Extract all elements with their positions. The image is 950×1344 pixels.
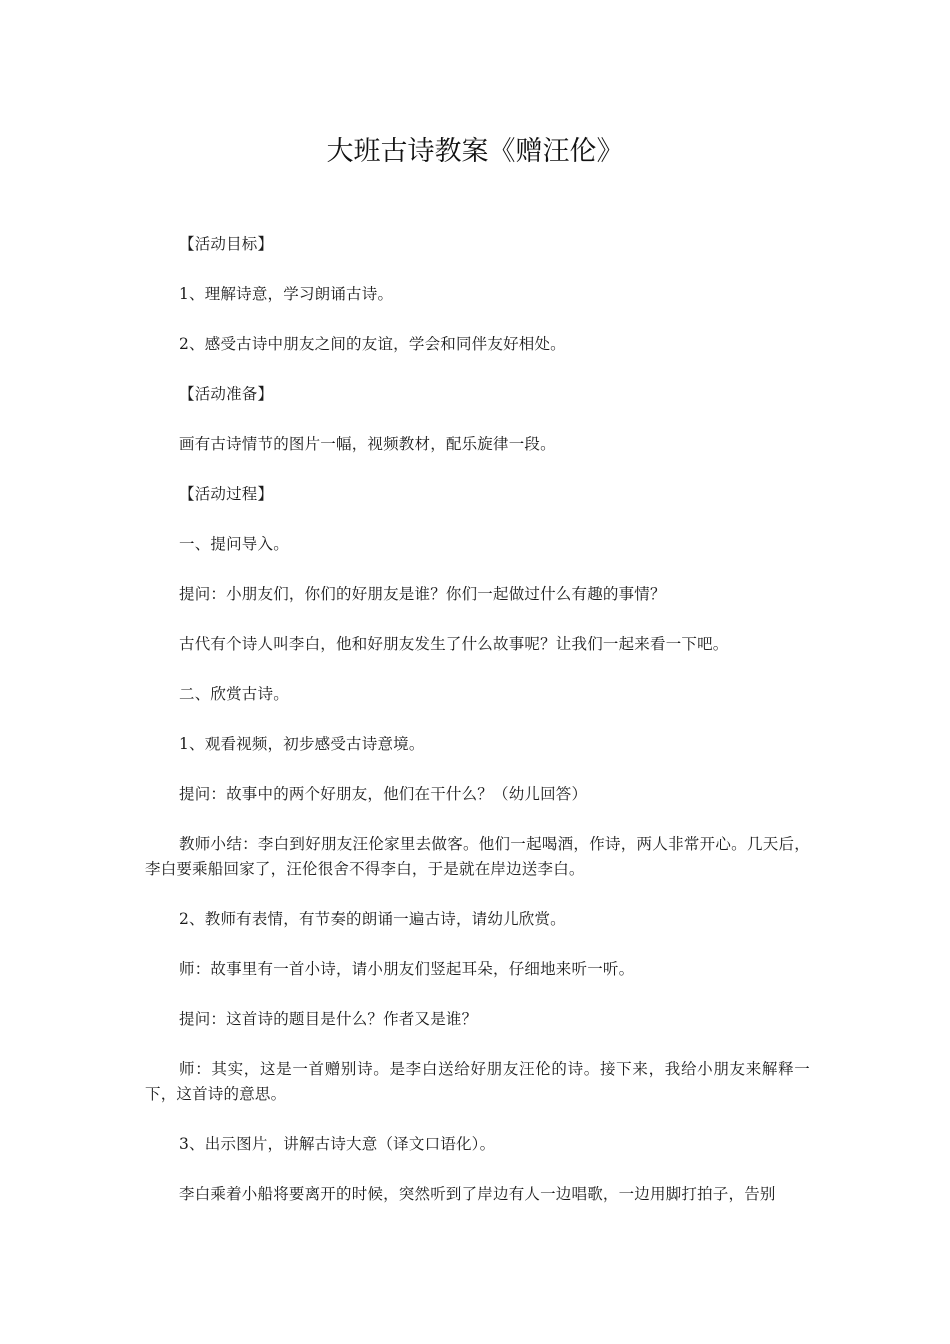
paragraph: 画有古诗情节的图片一幅，视频教材，配乐旋律一段。 [179,435,556,453]
paragraph: 师：故事里有一首小诗，请小朋友们竖起耳朵，仔细地来听一听。 [179,960,635,978]
document-title: 大班古诗教案《赠汪伦》 [326,136,624,167]
paragraph: 2、感受古诗中朋友之间的友谊，学会和同伴友好相处。 [179,335,566,353]
paragraph: 二、欣赏古诗。 [179,685,289,703]
paragraph: 【活动过程】 [179,485,274,503]
paragraph: 1、理解诗意，学习朗诵古诗。 [179,285,394,303]
paragraph: 【活动目标】 [179,235,274,253]
paragraph: 提问：这首诗的题目是什么？作者又是谁？ [179,1010,478,1028]
paragraph: 提问：故事中的两个好朋友，他们在干什么？（幼儿回答） [179,785,588,803]
paragraph: 古代有个诗人叫李白，他和好朋友发生了什么故事呢？让我们一起来看一下吧。 [179,635,729,653]
paragraph: 1、观看视频，初步感受古诗意境。 [179,735,425,753]
paragraph: 教师小结：李白到好朋友汪伦家里去做客。他们一起喝酒，作诗，两人非常开心。几天后，李白要乘船回家了，汪伦很舍不得李白，于是就在岸边送李白。 [145,835,810,878]
paragraph: 提问：小朋友们，你们的好朋友是谁？你们一起做过什么有趣的事情？ [179,585,666,603]
paragraph: 一、提问导入。 [179,535,289,553]
paragraph: 师：其实，这是一首赠别诗。是李白送给好朋友汪伦的诗。接下来，我给小朋友来解释一下，这首诗的意思。 [145,1060,810,1103]
document-body [145,232,810,1232]
paragraph: 李白乘着小船将要离开的时候，突然听到了岸边有人一边唱歌，一边用脚打拍子，告别 [179,1185,776,1203]
paragraph: 2、教师有表情，有节奏的朗诵一遍古诗，请幼儿欣赏。 [179,910,566,928]
paragraph: 3、出示图片，讲解古诗大意（译文口语化）。 [179,1135,496,1153]
paragraph: 【活动准备】 [179,385,274,403]
